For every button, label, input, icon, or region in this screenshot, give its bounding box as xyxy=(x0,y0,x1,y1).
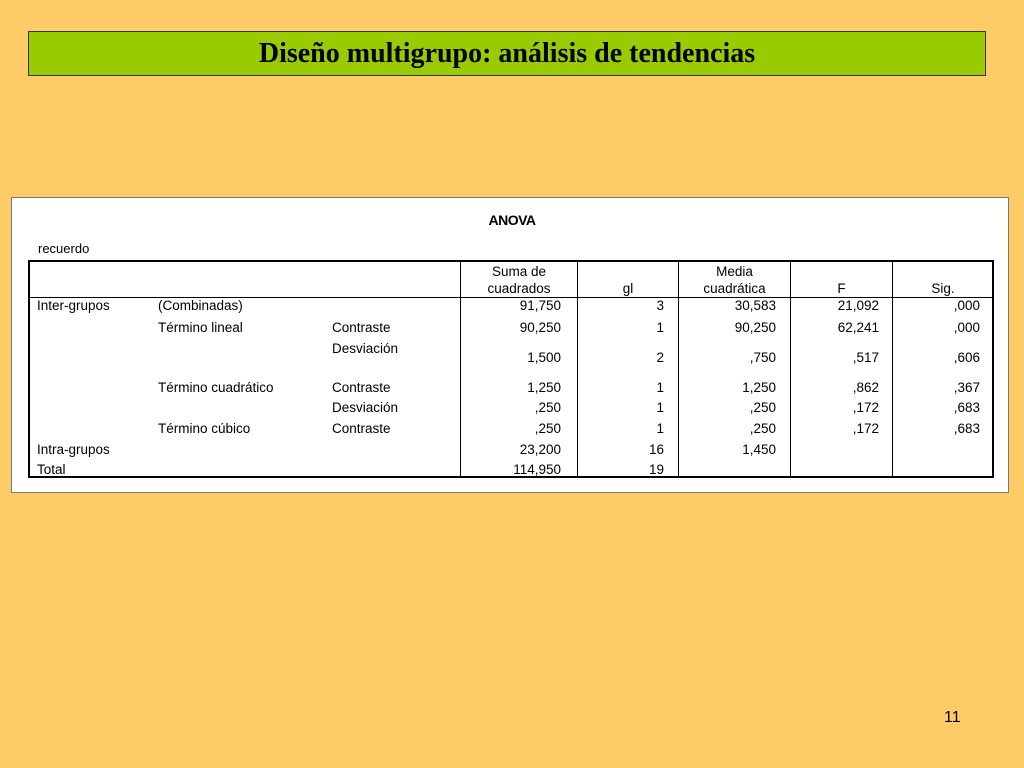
title-banner xyxy=(28,31,986,76)
cell-sum-squares: 1,500 xyxy=(527,350,561,365)
cell-f: ,172 xyxy=(852,421,879,436)
row-component-label: Desviación xyxy=(332,400,399,415)
cell-sum-squares: ,250 xyxy=(534,421,561,436)
cell-f: ,517 xyxy=(852,350,879,365)
cell-sum-squares: 90,250 xyxy=(519,320,561,335)
cell-sum-squares: 23,200 xyxy=(519,442,561,457)
cell-sig: ,683 xyxy=(953,421,980,436)
cell-mean-square: 1,250 xyxy=(742,380,776,395)
header-df: gl xyxy=(622,281,634,296)
cell-sum-squares: 1,250 xyxy=(527,380,561,395)
header-mean-square-line2: cuadrática xyxy=(703,281,766,296)
row-component-label: Contraste xyxy=(332,380,391,395)
anova-table-title: ANOVA xyxy=(488,212,536,228)
row-term-label: Término lineal xyxy=(158,320,243,335)
cell-f: 21,092 xyxy=(837,298,879,313)
row-component-label: Contraste xyxy=(332,421,391,436)
cell-mean-square: 1,450 xyxy=(742,442,776,457)
cell-sum-squares: 114,950 xyxy=(513,462,561,477)
cell-sig: ,000 xyxy=(953,320,980,335)
cell-df: 2 xyxy=(656,350,664,365)
row-component-label: Desviación xyxy=(332,341,399,356)
page-number: 11 xyxy=(944,709,961,726)
row-component-label: Contraste xyxy=(332,320,391,335)
row-term-label: (Combinadas) xyxy=(158,298,243,313)
cell-f: 62,241 xyxy=(837,320,879,335)
header-sum-squares-line2: cuadrados xyxy=(487,281,551,296)
cell-sig: ,000 xyxy=(953,298,980,313)
cell-f: ,172 xyxy=(852,400,879,415)
cell-f: ,862 xyxy=(852,380,879,395)
cell-sig: ,367 xyxy=(953,380,980,395)
cell-sig: ,606 xyxy=(953,350,980,365)
header-sum-squares-line1: Suma de xyxy=(491,264,547,279)
row-term-label: Término cuadrático xyxy=(158,380,274,395)
header-f: F xyxy=(837,281,846,296)
cell-mean-square: 30,583 xyxy=(734,298,776,313)
cell-df: 1 xyxy=(656,400,664,415)
cell-mean-square: 90,250 xyxy=(734,320,776,335)
cell-mean-square: ,250 xyxy=(749,400,776,415)
cell-sum-squares: 91,750 xyxy=(519,298,561,313)
cell-mean-square: ,250 xyxy=(749,421,776,436)
header-sig: Sig. xyxy=(931,281,955,296)
cell-df: 19 xyxy=(648,462,664,477)
cell-sig: ,683 xyxy=(953,400,980,415)
row-group-label: Total xyxy=(37,462,66,477)
row-group-label: Inter-grupos xyxy=(37,298,110,313)
header-mean-square-line1: Media xyxy=(716,264,753,279)
cell-df: 3 xyxy=(656,298,664,313)
dependent-variable-label: recuerdo xyxy=(38,241,90,256)
cell-sum-squares: ,250 xyxy=(534,400,561,415)
cell-mean-square: ,750 xyxy=(749,350,776,365)
cell-df: 1 xyxy=(656,421,664,436)
cell-df: 1 xyxy=(656,380,664,395)
cell-df: 16 xyxy=(648,442,664,457)
row-group-label: Intra-grupos xyxy=(37,442,110,457)
cell-df: 1 xyxy=(656,320,664,335)
row-term-label: Término cúbico xyxy=(158,421,251,436)
slide-title: Diseño multigrupo: análisis de tendencias xyxy=(258,37,756,69)
